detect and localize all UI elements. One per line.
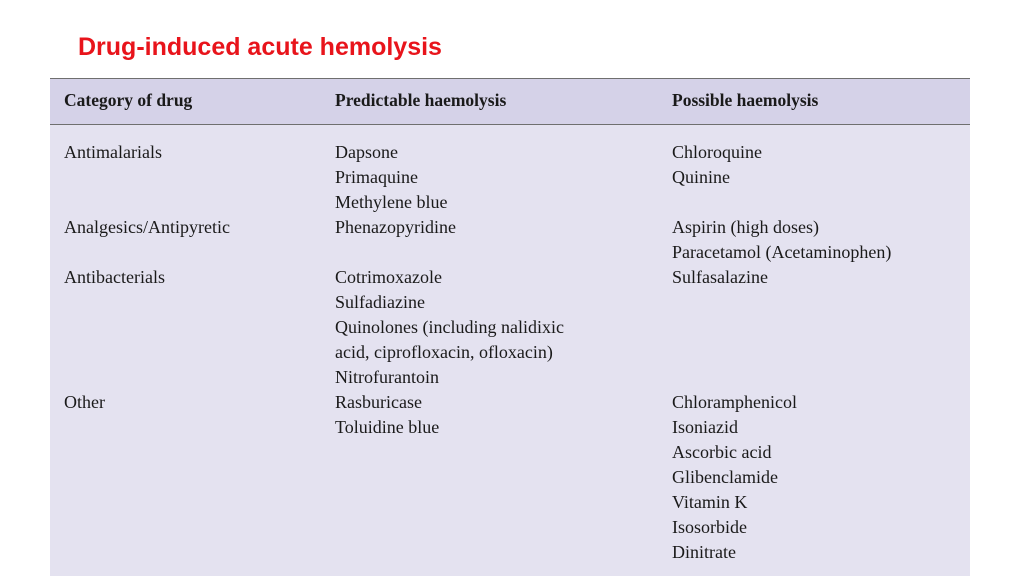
drug-item: Quinine — [672, 167, 730, 187]
row-other-category: Other — [64, 392, 105, 412]
drug-item: Cotrimoxazole — [335, 267, 442, 287]
header-predictable: Predictable haemolysis — [335, 90, 507, 110]
header-category: Category of drug — [64, 90, 193, 110]
drug-item: Dinitrate — [672, 542, 736, 562]
drug-item: Aspirin (high doses) — [672, 217, 819, 237]
drug-item: Quinolones (including nalidixic — [335, 317, 564, 337]
drug-item: Nitrofurantoin — [335, 367, 439, 387]
slide-title: Drug-induced acute hemolysis — [78, 33, 442, 61]
drug-item: Chloroquine — [672, 142, 762, 162]
drug-item: Paracetamol (Acetaminophen) — [672, 242, 892, 262]
drug-item: acid, ciprofloxacin, ofloxacin) — [335, 342, 553, 362]
row-analgesics-category: Analgesics/Antipyretic — [64, 217, 230, 237]
drug-item: Sulfadiazine — [335, 292, 425, 312]
row-antibacterials-predictable — [335, 265, 564, 390]
row-antimalarials-category: Antimalarials — [64, 142, 162, 162]
table-header-row — [50, 79, 970, 125]
row-antibacterials-category: Antibacterials — [64, 267, 165, 287]
drug-item: Isoniazid — [672, 417, 738, 437]
header-possible: Possible haemolysis — [672, 90, 819, 110]
drug-item: Phenazopyridine — [335, 217, 456, 237]
drug-item: Glibenclamide — [672, 467, 778, 487]
drug-table — [50, 78, 970, 576]
drug-item: Ascorbic acid — [672, 442, 772, 462]
row-analgesics-predictable — [335, 215, 456, 240]
row-antibacterials-possible — [672, 265, 768, 290]
row-antimalarials-possible — [672, 140, 762, 190]
row-antimalarials-predictable — [335, 140, 447, 215]
drug-item: Isosorbide — [672, 517, 747, 537]
drug-item: Methylene blue — [335, 192, 448, 212]
row-analgesics-possible — [672, 215, 891, 265]
drug-item: Sulfasalazine — [672, 267, 768, 287]
row-other-possible — [672, 390, 797, 565]
drug-item: Primaquine — [335, 167, 418, 187]
drug-item: Vitamin K — [672, 492, 748, 512]
drug-item: Toluidine blue — [335, 417, 440, 437]
drug-item: Dapsone — [335, 142, 398, 162]
drug-item: Chloramphenicol — [672, 392, 797, 412]
drug-item: Rasburicase — [335, 392, 422, 412]
row-other-predictable — [335, 390, 439, 440]
